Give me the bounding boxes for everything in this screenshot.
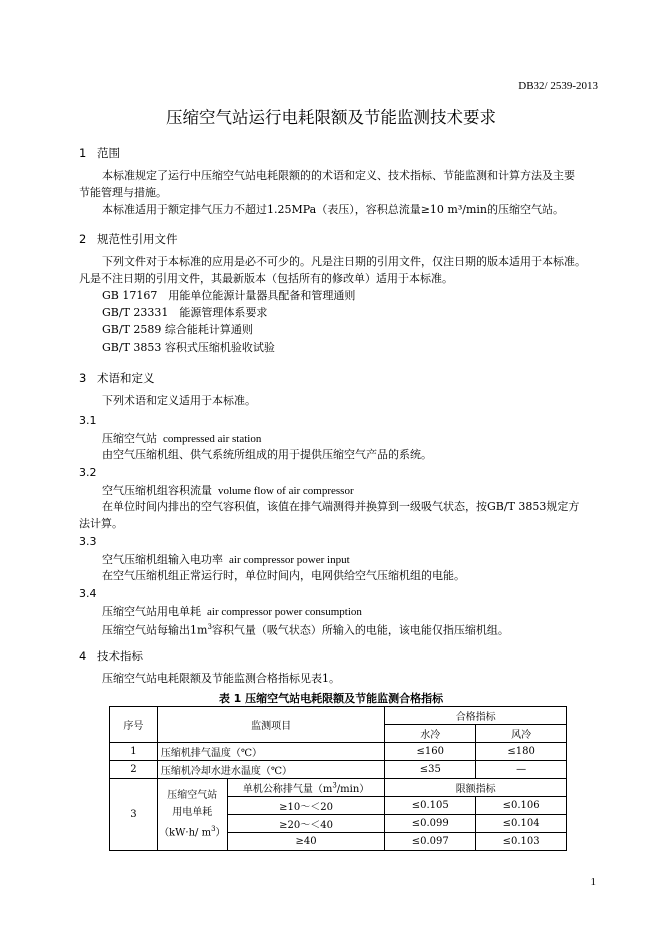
header-cell-qualified: 合格指标 — [385, 707, 567, 725]
paragraph: 压缩空气站电耗限额及节能监测合格指标见表1。 — [102, 672, 340, 685]
section-4-heading — [79, 648, 143, 664]
header-cell-item: 监测项目 — [157, 707, 385, 743]
table-cell: ≤35 — [385, 761, 476, 779]
term-number: 3.2 — [79, 466, 97, 479]
reference-item: GB/T 23331 能源管理体系要求 — [102, 306, 268, 319]
term-zh: 空气压缩机组输入电功率 — [102, 553, 223, 566]
table-cell: ≤0.104 — [476, 815, 567, 833]
reference-item: GB/T 3853 容积式压缩机验收试验 — [102, 341, 275, 354]
term-en: air compressor power input — [229, 554, 350, 566]
section-number: 3 — [79, 371, 87, 385]
table-cell: ≥20～＜40 — [227, 815, 385, 833]
table-cell: ≤0.097 — [385, 833, 476, 851]
section-title: 术语和定义 — [97, 371, 155, 385]
table-cell: 压缩机冷却水进水温度（℃） — [157, 761, 385, 779]
term-zh: 压缩空气站 — [102, 432, 157, 445]
table-cell: ≤0.099 — [385, 815, 476, 833]
section-number: 2 — [79, 232, 87, 246]
term-definition: 由空气压缩机组、供气系统所组成的用于提供压缩空气产品的系统。 — [102, 448, 432, 461]
table-cell: 2 — [110, 761, 158, 779]
term-number: 3.3 — [79, 535, 97, 548]
term-definition: 法计算。 — [79, 517, 123, 530]
section-title: 规范性引用文件 — [97, 232, 178, 246]
header-cell-air: 风冷 — [476, 725, 567, 743]
term-en: compressed air station — [163, 433, 262, 445]
term-number: 3.1 — [79, 414, 97, 427]
header-cell-no: 序号 — [110, 707, 158, 743]
reference-item: GB 17167 用能单位能源计量器具配备和管理通则 — [102, 289, 356, 302]
paragraph: 本标准适用于额定排气压力不超过1.25MPa（表压），容积总流量≥10 m³/min的压缩空气站。 — [102, 203, 565, 216]
table-header-row — [110, 707, 567, 725]
table-cell-item-3: 压缩空气站 用电单耗 （kW·h/ $m^3$） — [157, 779, 227, 851]
term-zh: 压缩空气站用电单耗 — [102, 605, 201, 618]
paragraph: 节能管理与措施。 — [79, 186, 167, 199]
table-cell-subheader: 单机公称排气量$(m^3/\min)$ — [227, 779, 385, 797]
term-en: air compressor power consumption — [207, 606, 362, 618]
term-heading — [102, 430, 261, 446]
section-title: 范围 — [97, 146, 120, 160]
term-definition: 在空气压缩机组正常运行时，单位时间内，电网供给空气压缩机组的电能。 — [102, 569, 465, 582]
term-en: volume flow of air compressor — [218, 485, 354, 497]
table-cell: ≥10～＜20 — [227, 797, 385, 815]
table-cell: ≤0.105 — [385, 797, 476, 815]
term-definition: 在单位时间内排出的空气容积值，该值在排气端测得并换算到一级吸气状态，按GB/T 3853规定方 — [102, 500, 580, 513]
table-cell: ≤160 — [385, 743, 476, 761]
paragraph: 凡是不注日期的引用文件，其最新版本（包括所有的修改单）适用于本标准。 — [79, 272, 453, 285]
table-cell: 3 — [110, 779, 158, 851]
paragraph: 下列术语和定义适用于本标准。 — [102, 394, 256, 407]
term-number: 3.4 — [79, 587, 97, 600]
reference-item: GB/T 2589 综合能耗计算通则 — [102, 323, 253, 336]
table-cell: 压缩机排气温度（℃） — [157, 743, 385, 761]
term-heading — [102, 603, 362, 619]
indicator-table — [109, 706, 567, 851]
table-cell-limit-header: 限额指标 — [385, 779, 567, 797]
section-number: 1 — [79, 146, 87, 160]
table-cell: ≤0.103 — [476, 833, 567, 851]
section-1-heading — [79, 145, 120, 161]
section-3-heading — [79, 370, 155, 386]
table-row — [110, 743, 567, 761]
paragraph: 本标准规定了运行中压缩空气站电耗限额的的术语和定义、技术指标、节能监测和计算方法及主要 — [102, 169, 575, 182]
table-cell: ≤0.106 — [476, 797, 567, 815]
section-number: 4 — [79, 649, 87, 663]
term-heading — [102, 482, 354, 498]
header-cell-water: 水冷 — [385, 725, 476, 743]
paragraph: 下列文件对于本标准的应用是必不可少的。凡是注日期的引用文件，仅注日期的版本适用于本标准。 — [102, 255, 586, 268]
table-row — [110, 761, 567, 779]
term-definition: 压缩空气站每输出$1m^3$容积气量（吸气状态）所输入的电能，该电能仅指压缩机组。 — [102, 623, 509, 637]
term-zh: 空气压缩机组容积流量 — [102, 484, 212, 497]
table-cell: ≤180 — [476, 743, 567, 761]
page-title: 压缩空气站运行电耗限额及节能监测技术要求 — [166, 108, 496, 127]
table-cell: — — [476, 761, 567, 779]
term-heading — [102, 551, 350, 567]
section-title: 技术指标 — [97, 649, 143, 663]
table-cell: 1 — [110, 743, 158, 761]
table-caption: 表 1 压缩空气站电耗限额及节能监测合格指标 — [218, 692, 444, 705]
document-id: DB32/ 2539-2013 — [518, 80, 598, 92]
table-row — [110, 779, 567, 797]
section-2-heading — [79, 231, 178, 247]
page-number: 1 — [590, 876, 596, 888]
table-cell: ≥40 — [227, 833, 385, 851]
